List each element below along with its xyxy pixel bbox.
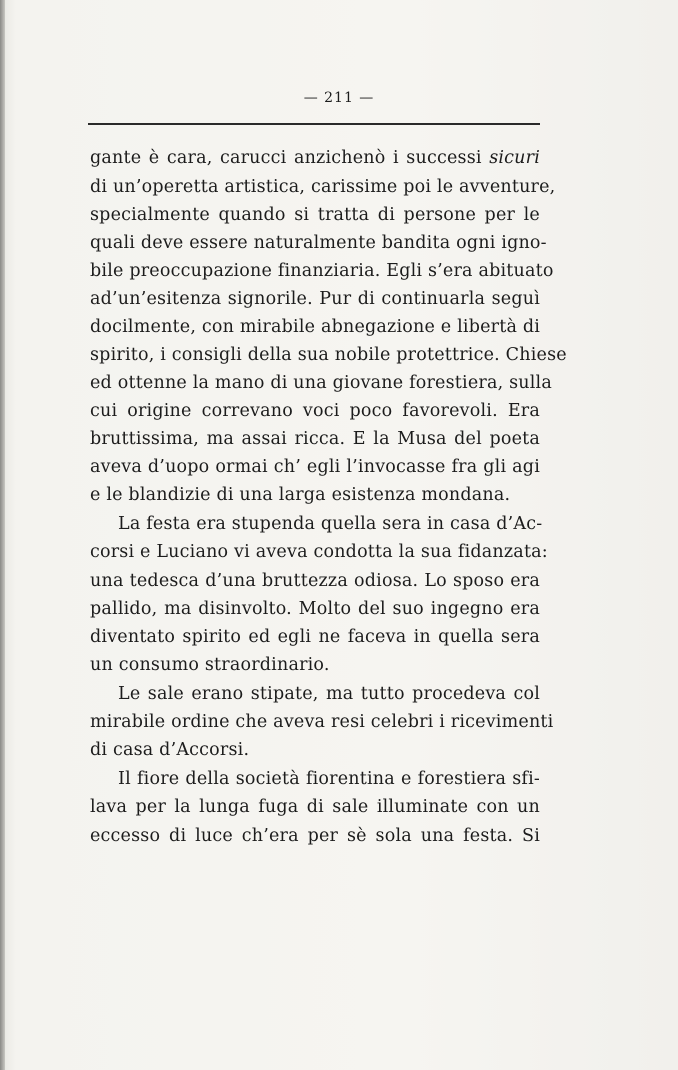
text-line: ad’un’esitenza signorile. Pur di continuarla seguì — [90, 289, 540, 309]
text-line: diventato spirito ed egli ne faceva in quella sera — [90, 627, 540, 647]
text-line: aveva d’uopo ormai ch’ egli l’invocasse fra gli agi — [90, 457, 540, 477]
text-line: quali deve essere naturalmente bandita ogni igno- — [90, 233, 547, 253]
text-line: e le blandizie di una larga esistenza mondana. — [90, 485, 511, 505]
italic-word: sicuri — [489, 148, 540, 168]
text-line: ed ottenne la mano di una giovane forestiera, sulla — [90, 373, 552, 393]
text-line: bruttissima, ma assai ricca. E la Musa del poeta — [90, 429, 540, 449]
text-line: corsi e Luciano vi aveva condotta la sua fidanzata: — [90, 542, 548, 562]
text-line: una tedesca d’una bruttezza odiosa. Lo sposo era — [90, 571, 540, 591]
text-line: spirito, i consigli della sua nobile protettrice. Chiese — [90, 345, 567, 365]
text-line: eccesso di luce ch’era per sè sola una festa. Si — [90, 826, 540, 846]
text-line: pallido, ma disinvolto. Molto del suo ingegno era — [90, 599, 540, 619]
text-line: di casa d’Accorsi. — [90, 740, 250, 760]
text-line: Il fiore della società fiorentina e forestiera sfi- — [118, 769, 540, 789]
text-line: bile preoccupazione finanziaria. Egli s’era abituato — [90, 261, 554, 281]
text-line: di un’operetta artistica, carissime poi le avventure, — [90, 177, 556, 197]
text-line: specialmente quando si tratta di persone per le — [90, 205, 540, 225]
text-line: lava per la lunga fuga di sale illuminate con un — [90, 797, 540, 817]
text-line: gante è cara, carucci anzichenò i successi sicuri — [90, 148, 540, 168]
page-number: — 211 — — [303, 90, 375, 106]
header-rule — [88, 123, 540, 125]
page-gutter — [0, 0, 5, 1070]
text-line: un consumo straordinario. — [90, 655, 330, 675]
text-line: La festa era stupenda quella sera in casa d’Ac- — [118, 514, 543, 534]
text-line: mirabile ordine che aveva resi celebri i ricevimenti — [90, 712, 554, 732]
text-line: Le sale erano stipate, ma tutto procedeva col — [118, 684, 540, 704]
text-line: docilmente, con mirabile abnegazione e libertà di — [90, 317, 541, 337]
text-line: cui origine correvano voci poco favorevoli. Era — [90, 401, 540, 421]
